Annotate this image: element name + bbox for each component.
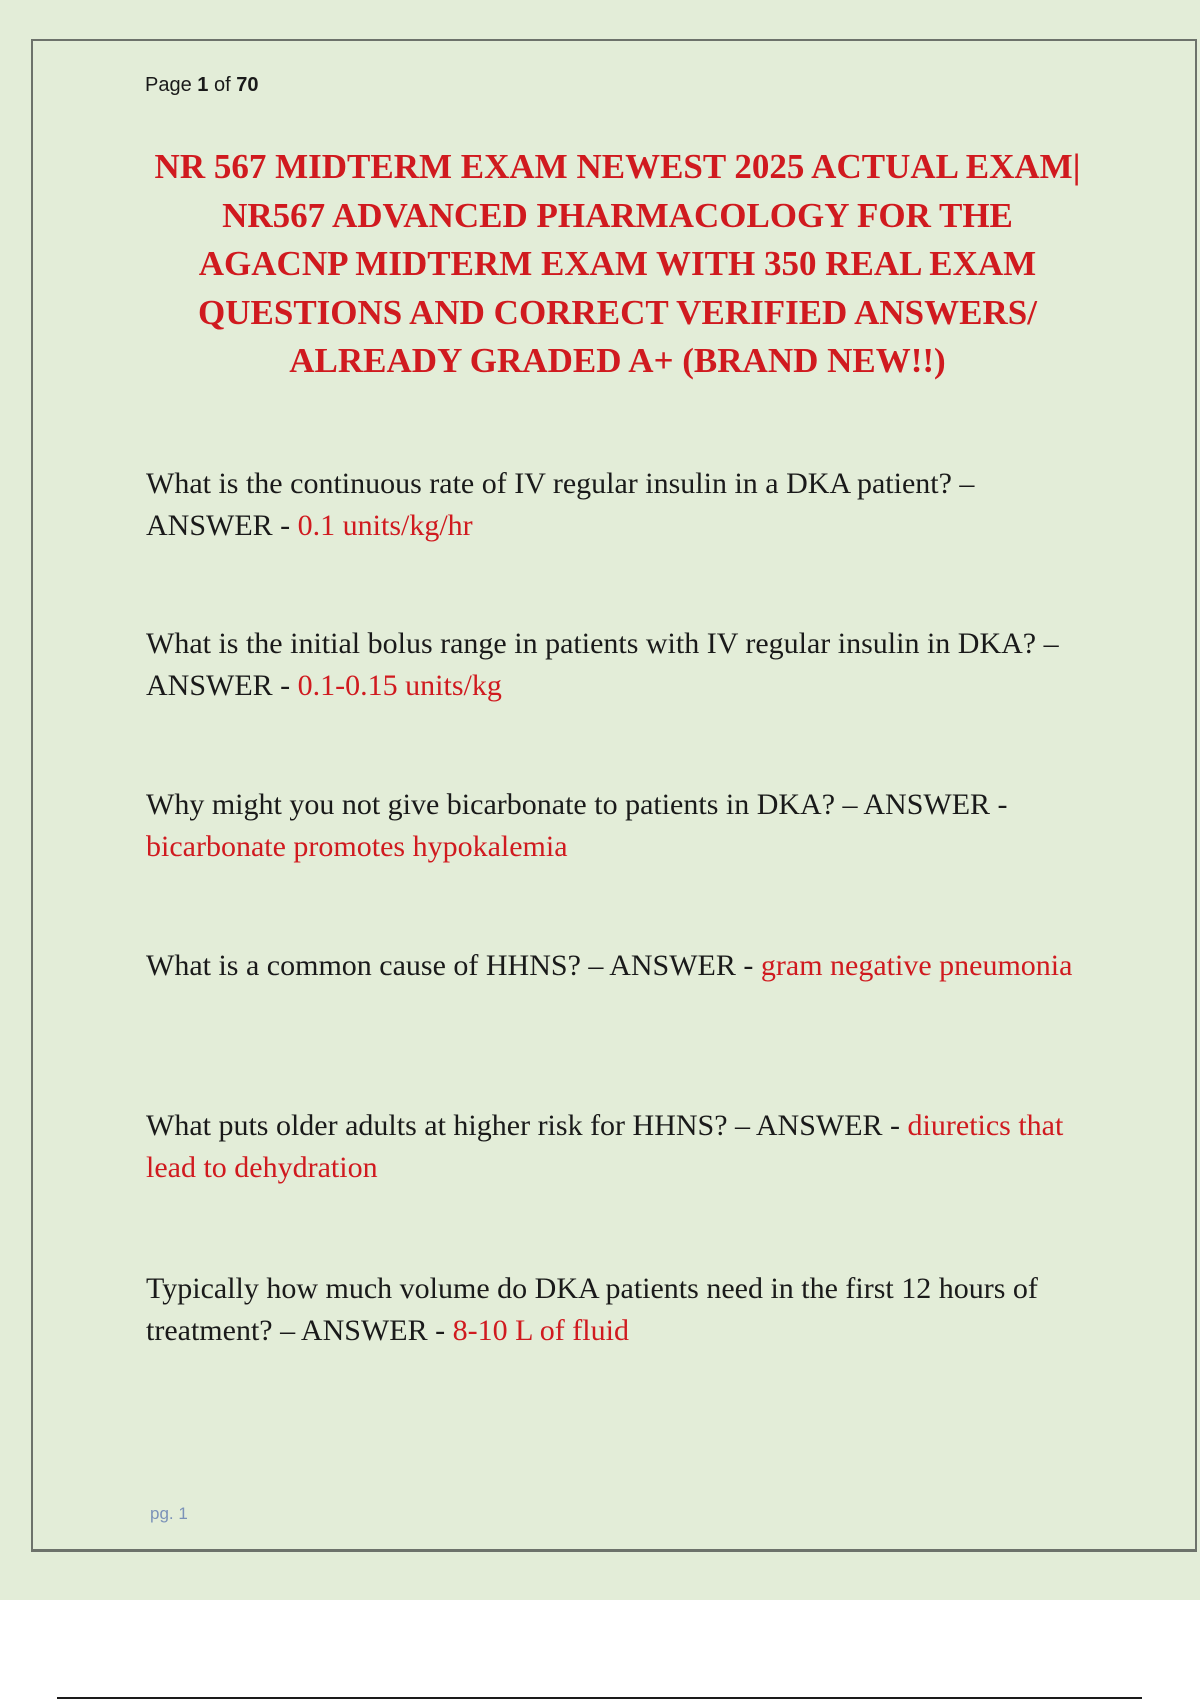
qa-item — [146, 945, 1086, 987]
question-text: Why might you not give bicarbonate to patients in DKA? – ANSWER - — [146, 788, 1008, 821]
answer-text: gram negative pneumonia — [760, 949, 1073, 982]
question-text: What is a common cause of HHNS? – ANSWER - — [146, 949, 761, 982]
qa-item — [146, 463, 1086, 547]
answer-text: 0.1 units/kg/hr — [297, 509, 473, 542]
answer-text: bicarbonate promotes hypokalemia — [146, 830, 568, 863]
page-current: 1 — [197, 74, 209, 96]
qa-item — [146, 1268, 1086, 1352]
page-counter — [145, 74, 258, 97]
document-title: NR 567 MIDTERM EXAM NEWEST 2025 ACTUAL EXAM| NR567 ADVANCED PHARMACOLOGY FOR THE AGACNP MIDTERM EXAM WITH 350 REAL EXAM QUESTIONS AND CORRECT VERIFIED ANSWERS/ ALREADY GRADED A+ (BRAND NEW!!) — [154, 147, 1081, 380]
qa-item — [146, 1105, 1086, 1189]
bottom-divider — [57, 1697, 1142, 1699]
footer-page-label: pg. 1 — [150, 1504, 188, 1523]
answer-text: 8-10 L of fluid — [452, 1314, 629, 1347]
qa-item — [146, 784, 1086, 868]
page-of: of — [213, 74, 231, 96]
qa-item — [146, 623, 1086, 707]
question-text: What is the initial bolus range in patients with IV regular insulin in DKA? – ANSWER - — [146, 627, 1059, 702]
page-word: Page — [145, 74, 192, 96]
question-text: Typically how much volume do DKA patients need in the first 12 hours of treatment? – ANSWER - — [146, 1272, 1038, 1347]
question-text: What puts older adults at higher risk for HHNS? – ANSWER - — [146, 1109, 908, 1142]
question-text: What is the continuous rate of IV regular insulin in a DKA patient? – ANSWER - — [146, 467, 975, 542]
page-total: 70 — [236, 74, 259, 96]
answer-text: 0.1-0.15 units/kg — [297, 669, 502, 702]
answer-text: diuretics that lead to dehydration — [146, 1109, 1064, 1184]
